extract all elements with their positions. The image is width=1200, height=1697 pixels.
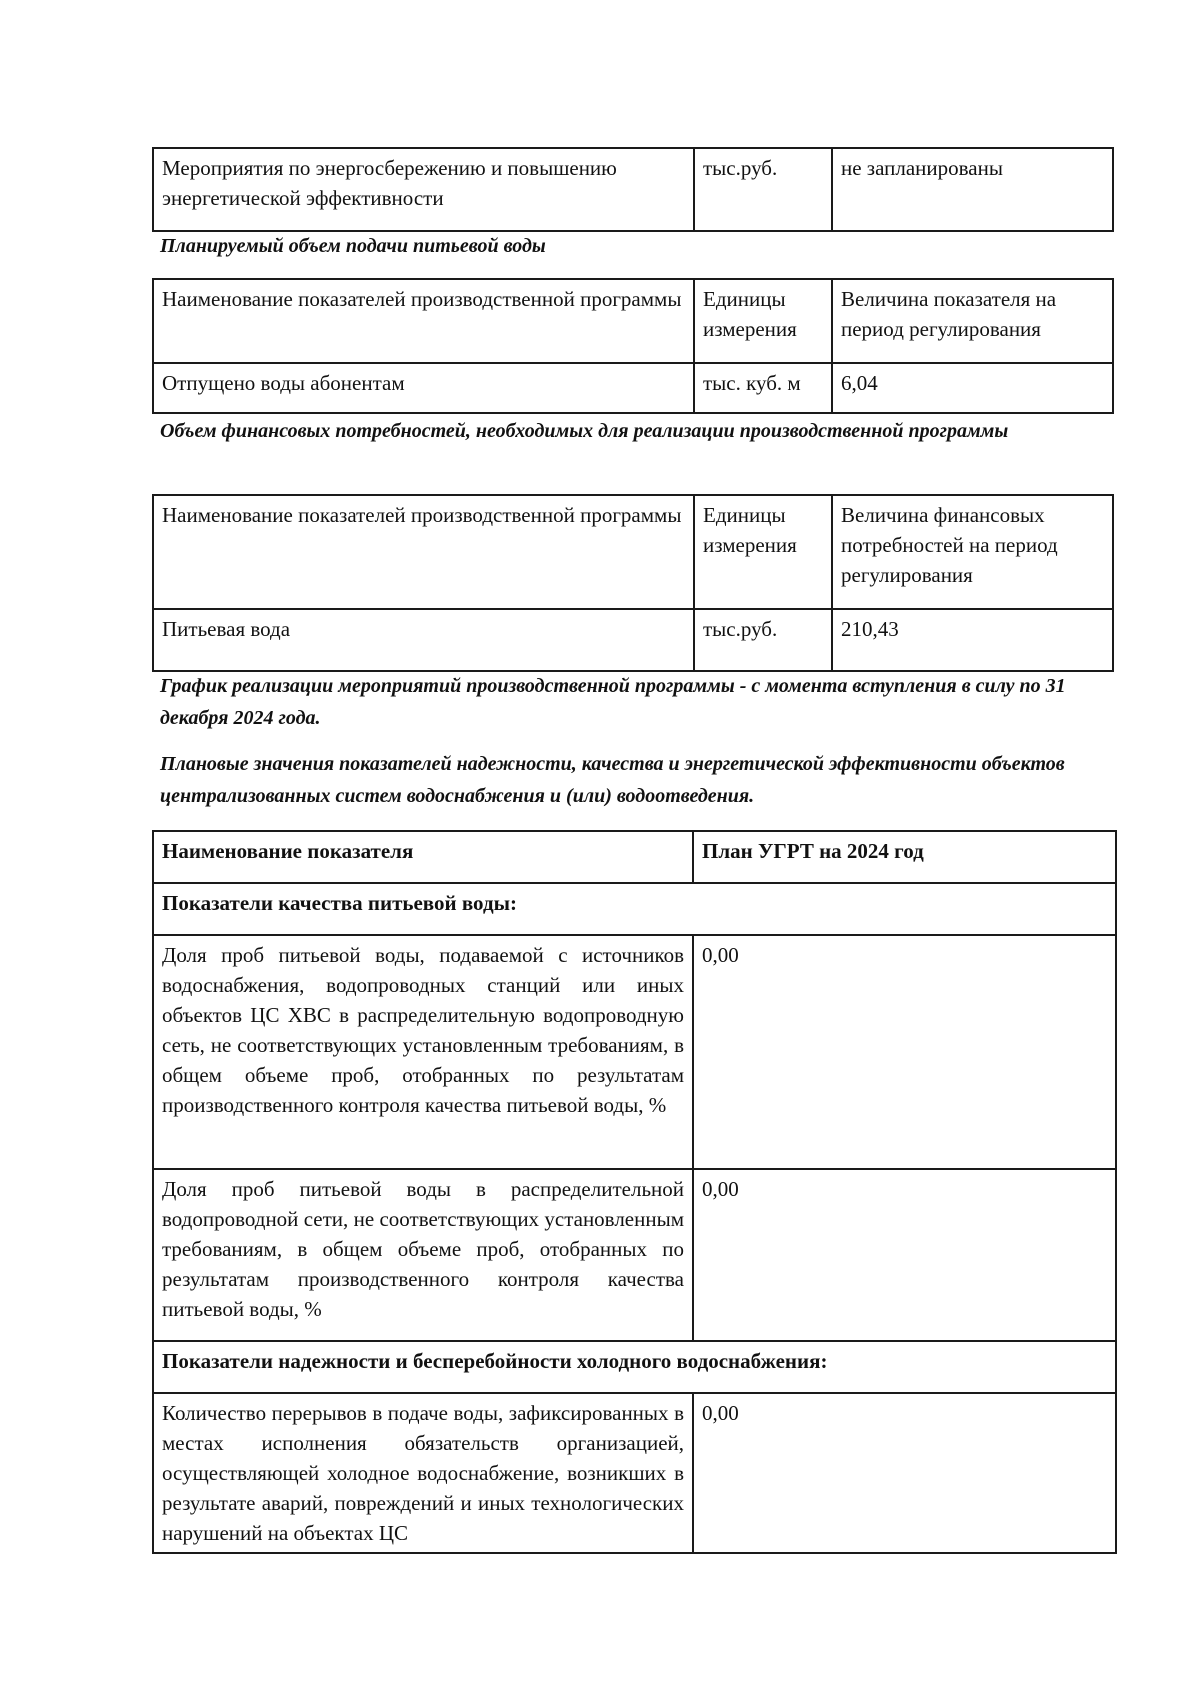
- section-reliability-cell: Показатели надежности и бесперебойности холодного водоснабжения:: [153, 1341, 1116, 1393]
- table-row: [153, 363, 1113, 413]
- header-value-cell: Величина показателя на период регулирования: [832, 279, 1113, 363]
- target-indicators-table: [152, 830, 1117, 1554]
- table-header-row: [153, 279, 1113, 363]
- table-header-row: [153, 495, 1113, 609]
- header-indicator-cell: Наименование показателя: [153, 831, 693, 883]
- header-name-cell: Наименование показателей производственной программы: [153, 279, 694, 363]
- heading-water-volume: Планируемый объем подачи питьевой воды: [160, 235, 546, 257]
- indicator-name-cell: Питьевая вода: [153, 609, 694, 671]
- indicator-name-cell: Доля проб питьевой воды, подаваемой с источников водоснабжения, водопроводных станций или иных объектов ЦС ХВС в распределительную водопроводную сеть, не соответствующих установленным требованиям, в общем объеме проб, отобранных по результатам производственного контроля качества питьевой воды, %: [153, 935, 693, 1169]
- table-row: [153, 609, 1113, 671]
- indicator-name-cell: Отпущено воды абонентам: [153, 363, 694, 413]
- table-row: [153, 935, 1116, 1169]
- indicator-name-cell: Количество перерывов в подаче воды, зафиксированных в местах исполнения обязательств организацией, осуществляющей холодное водоснабжение, возникших в результате аварий, повреждений и иных технологических нарушений на объектах ЦС: [153, 1393, 693, 1553]
- heading-schedule: График реализации мероприятий производственной программы - с момента вступления в силу по 31 декабря 2024 года.: [160, 675, 1066, 729]
- indicator-name-cell: Мероприятия по энергосбережению и повышению энергетической эффективности: [153, 148, 694, 231]
- unit-cell: тыс. куб. м: [694, 363, 832, 413]
- energy-measures-table: [152, 147, 1114, 232]
- table-header-row: [153, 831, 1116, 883]
- table-row: [153, 1393, 1116, 1553]
- section-row: [153, 883, 1116, 935]
- header-name-cell: Наименование показателей производственной программы: [153, 495, 694, 609]
- water-volume-table: [152, 278, 1114, 414]
- value-cell: 0,00: [693, 935, 1116, 1169]
- indicator-name-cell: Доля проб питьевой воды в распределительной водопроводной сети, не соответствующих установленным требованиям, в общем объеме проб, отобранных по результатам производственного контроля качества питьевой воды, %: [153, 1169, 693, 1341]
- header-value-cell: Величина финансовых потребностей на период регулирования: [832, 495, 1113, 609]
- value-cell: 0,00: [693, 1169, 1116, 1341]
- header-plan-cell: План УГРТ на 2024 год: [693, 831, 1116, 883]
- section-quality-cell: Показатели качества питьевой воды:: [153, 883, 1116, 935]
- header-unit-cell: Единицы измерения: [694, 279, 832, 363]
- financial-needs-table: [152, 494, 1114, 672]
- table-row: [153, 1169, 1116, 1341]
- header-unit-cell: Единицы измерения: [694, 495, 832, 609]
- value-cell: 0,00: [693, 1393, 1116, 1553]
- section-row: [153, 1341, 1116, 1393]
- value-cell: 210,43: [832, 609, 1113, 671]
- unit-cell: тыс.руб.: [694, 609, 832, 671]
- value-cell: 6,04: [832, 363, 1113, 413]
- table-row: [153, 148, 1113, 231]
- unit-cell: тыс.руб.: [694, 148, 832, 231]
- heading-financial-needs: Объем финансовых потребностей, необходимых для реализации производственной программы: [160, 420, 1009, 442]
- heading-target-values: Плановые значения показателей надежности, качества и энергетической эффективности объектов централизованных систем водоснабжения и (или) водоотведения.: [160, 753, 1065, 807]
- value-cell: не запланированы: [832, 148, 1113, 231]
